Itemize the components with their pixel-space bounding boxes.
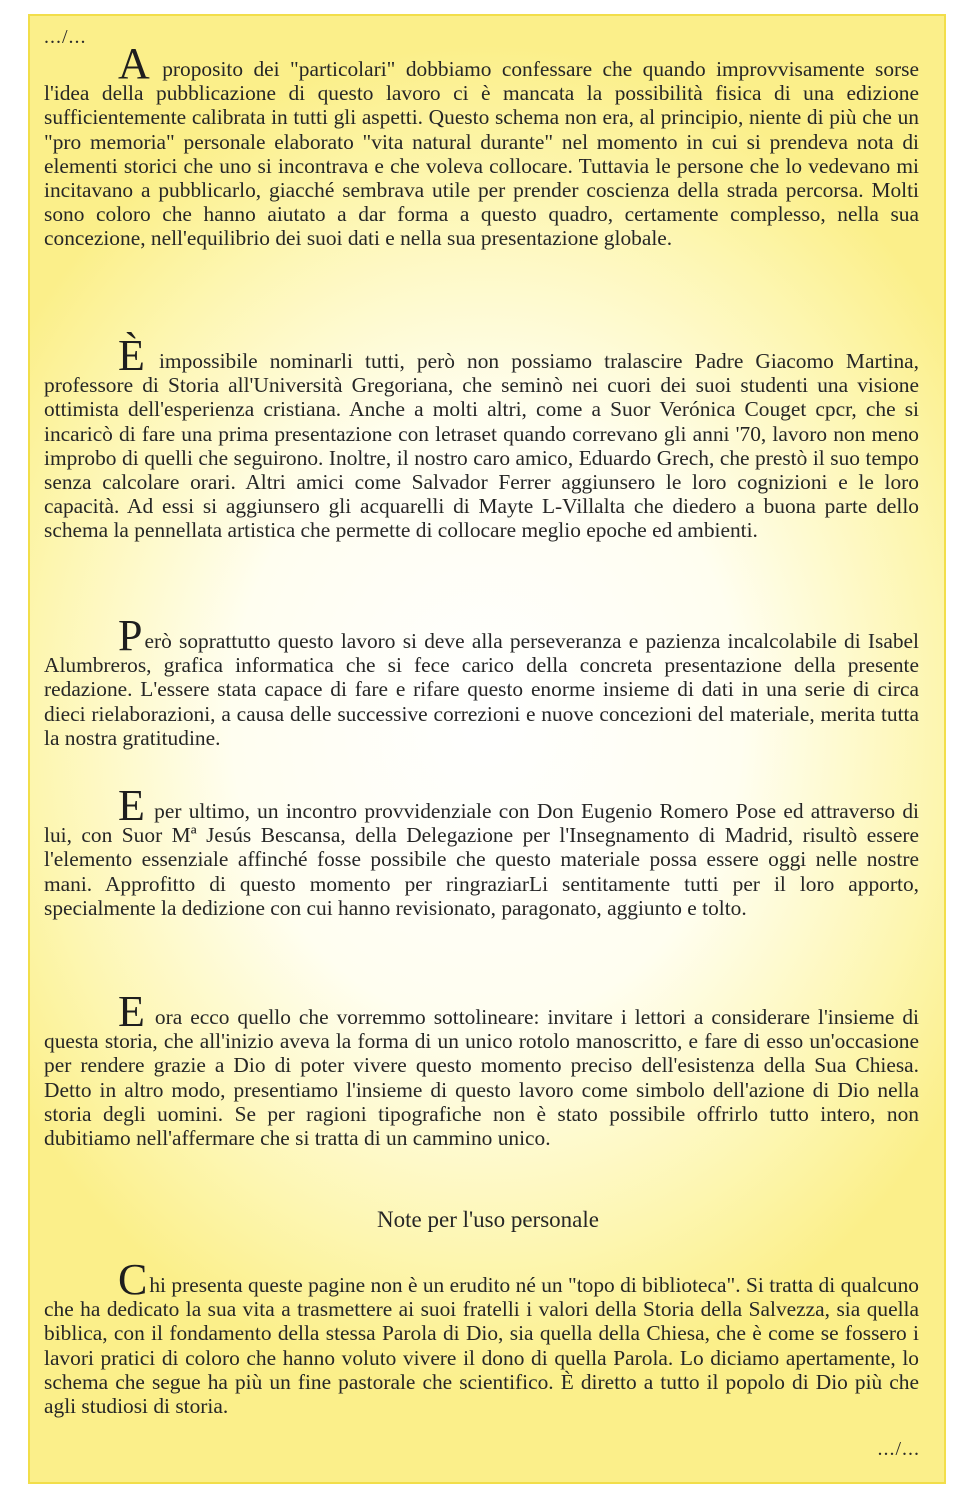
drop-cap: È (118, 331, 145, 380)
paragraph-1 (44, 39, 919, 251)
paragraph-text: hi presenta queste pagine non è un erudito né un "topo di biblioteca". Si tratta di qualcuno che ha dedicato la sua vita a trasmettere ai suoi fratelli i valori della Storia della Salvezza, sia quella biblica, con il fondamento della stessa Parola di Dio, sia quella della Chiesa, che è come se fossero i lavori pratici di coloro che hanno voluto vivere il dono di quella Parola. Lo diciamo apertamente, lo schema che segue ha più un fine pastorale che scientifico. È diretto a tutto il popolo di Dio più che agli studiosi di storia. (44, 1273, 919, 1419)
paragraph-4 (44, 781, 919, 920)
drop-cap: A (118, 39, 150, 88)
continuation-marker-bottom: .../... (877, 1438, 920, 1460)
paragraph-text: per ultimo, un incontro provvidenziale con Don Eugenio Romero Pose ed attraverso di lui, con Suor Mª Jesús Bescansa, della Delegazione per l'Insegnamento di Madrid, risultò essere l'elemento essenziale affinché fosse possibile che questo materiale possa essere oggi nelle nostre mani. Approfitto di questo momento per ringraziarLi sentitamente tutti per il loro apporto, specialmente la dedizione con cui hanno revisionato, paragonato, aggiunto e tolto. (44, 799, 919, 920)
drop-cap: E (118, 987, 145, 1036)
paragraph-text: impossibile nominarli tutti, però non possiamo tralascire Padre Giacomo Martina, professore di Storia all'Università Gregoriana, che seminò nei cuori dei suoi studenti una visione ottimista dell'esperienza cristiana. Anche a molti altri, come a Suor Verónica Couget cpcr, che si incaricò di fare una prima presentazione con letraset quando correvano gli anni '70, lavoro non meno improbo di quelli che seguirono. Inoltre, il nostro caro amico, Eduardo Grech, che prestò il suo tempo senza calcolare orari. Altri amici come Salvador Ferrer aggiunsero le loro cognizioni e le loro capacità. Ad essi si aggiunsero gli acquarelli di Mayte L-Villalta che diedero a buona parte dello schema la pennellata artistica che permette di collocare meglio epoche ed ambienti. (44, 349, 919, 543)
paragraph-5 (44, 987, 919, 1151)
closing-paragraph (44, 1255, 919, 1419)
paragraph-3 (44, 611, 919, 750)
paragraph-text: erò soprattutto questo lavoro si deve alla perseveranza e pazienza incalcolabile di Isabel Alumbreros, grafica informatica che si fece carico della concreta presentazione della presente redazione. L'essere stata capace di fare e rifare questo enorme insieme di dati in una serie di circa dieci rielaborazioni, a causa delle successive correzioni e nuove concezioni del materiale, merita tutta la nostra gratitudine. (44, 629, 919, 750)
drop-cap: E (118, 781, 145, 830)
drop-cap: C (118, 1255, 148, 1304)
continuation-marker-top: .../... (44, 26, 87, 48)
paragraph-2 (44, 331, 919, 543)
section-title: Note per l'uso personale (377, 1207, 599, 1232)
paragraph-text: proposito dei "particolari" dobbiamo confessare che quando improvvisamente sorse l'idea della pubblicazione di questo lavoro ci è mancata la possibilità fisica di una edizione sufficientemente calibrata in tutti gli aspetti. Questo schema non era, al principio, niente di più che un "pro memoria" personale elaborato "vita natural durante" nel momento in cui si prendeva nota di elementi storici che uno si incontrava e che voleva collocare. Tuttavia le persone che lo vedevano mi incitavano a pubblicarlo, giacché sembrava utile per prender coscienza della strada percorsa. Molti sono coloro che hanno aiutato a dar forma a questo quadro, certamente complesso, nella sua concezione, nell'equilibrio dei suoi dati e nella sua presentazione globale. (44, 57, 919, 251)
paragraph-text: ora ecco quello che vorremmo sottolineare: invitare i lettori a considerare l'insieme di questa storia, che all'inizio aveva la forma di un unico rotolo manoscritto, e fare di esso un'occasione per rendere grazie a Dio di poter vivere questo momento preciso dell'esistenza della Sua Chiesa. Detto in altro modo, presentiamo l'insieme di questo lavoro come simbolo dell'azione di Dio nella storia degli uomini. Se per ragioni tipografiche non è stato possibile offrirlo tutto intero, non dubitiamo nell'affermare che si tratta di un cammino unico. (44, 1005, 919, 1151)
drop-cap: P (118, 611, 143, 660)
